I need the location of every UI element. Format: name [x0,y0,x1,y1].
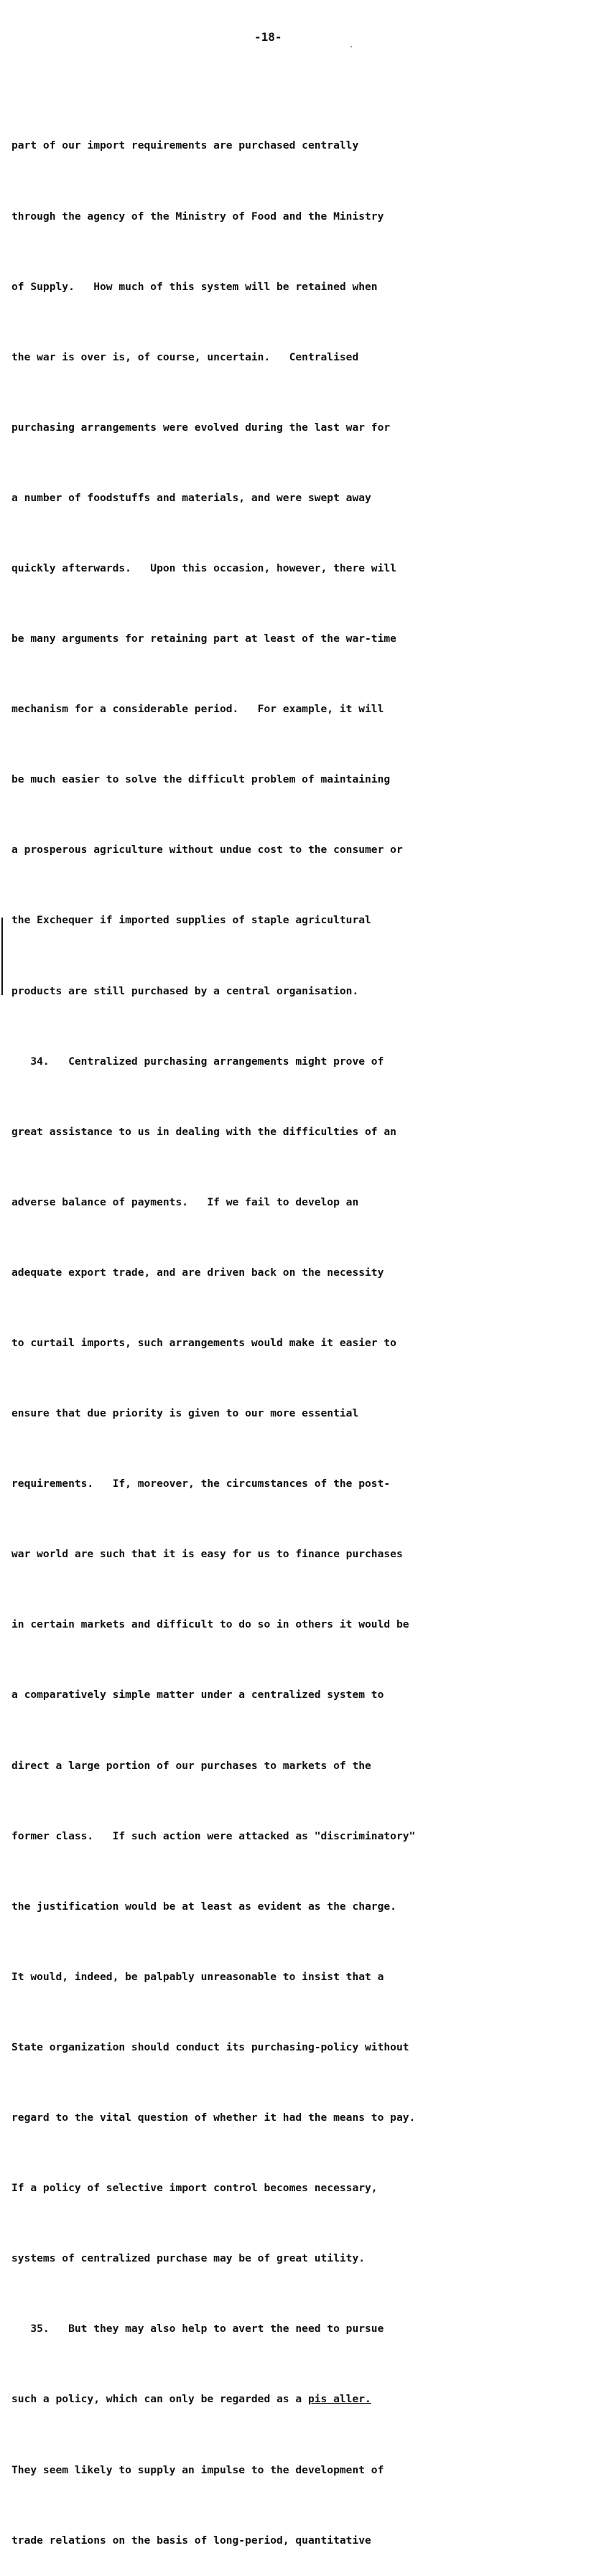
text-line: war world are such that it is easy for us to finance purchases [11,1548,403,1561]
paragraph-34-start: 34. Centralized purchasing arrangements might prove of [11,1055,384,1068]
scan-speck [350,46,352,47]
text-line: adequate export trade, and are driven back on the necessity [11,1266,384,1279]
paragraph-35-start: 35. But they may also help to avert the need to pursue [11,2323,384,2335]
text-line [11,2388,600,2412]
text-line: They seem likely to supply an impulse to the development of [11,2463,384,2476]
text-line: State organization should conduct its purchasing-policy without [11,2040,409,2053]
text-line: part of our import requirements are purchased centrally [11,139,359,152]
text-line: trade relations on the basis of long-period, quantitative [11,2534,371,2547]
text-line: of Supply. How much of this system will be retained when [11,280,378,293]
text-line: ensure that due priority is given to our more essential [11,1407,359,1420]
text-line: direct a large portion of our purchases to markets of the [11,1759,371,1772]
text-line: products are still purchased by a central organisation. [11,984,359,997]
page-number: -18- [254,30,282,44]
document-body [11,88,600,2576]
text-line: It would, indeed, be palpably unreasonable to insist that a [11,1970,384,1983]
text-line: the Exchequer if imported supplies of staple agricultural [11,914,371,927]
text-line: If a policy of selective import control becomes necessary, [11,2182,378,2195]
text-line: purchasing arrangements were evolved during the last war for [11,421,391,434]
text-line: a comparatively simple matter under a centralized system to [11,1689,384,1702]
margin-rule [1,918,3,995]
text-line: adverse balance of payments. If we fail to develop an [11,1195,359,1208]
text-line: requirements. If, moreover, the circumstances of the post- [11,1478,391,1490]
text-line: quickly afterwards. Upon this occasion, however, there will [11,561,396,574]
text-line: systems of centralized purchase may be of great utility. [11,2252,366,2265]
text-line: through the agency of the Ministry of Food and the Ministry [11,210,384,223]
text-line: great assistance to us in dealing with the difficulties of an [11,1125,396,1138]
text-line: regard to the vital question of whether it had the means to pay. [11,2111,416,2124]
text-line: to curtail imports, such arrangements would make it easier to [11,1337,396,1349]
text-line: be many arguments for retaining part at least of the war-time [11,633,396,645]
text-line: be much easier to solve the difficult problem of maintaining [11,773,391,786]
text-line: a prosperous agriculture without undue cost to the consumer or [11,844,403,857]
text-line-segment: such a policy, which can only be regarded as a [11,2393,308,2406]
text-line: in certain markets and difficult to do so in others it would be [11,1618,409,1631]
text-line: the war is over is, of course, uncertain. Centralised [11,350,359,363]
text-line: mechanism for a considerable period. For example, it will [11,703,384,716]
text-line: former class. If such action were attacked as "discriminatory" [11,1829,416,1842]
text-line: a number of foodstuffs and materials, and were swept away [11,491,371,504]
underlined-phrase: pis aller. [307,2393,371,2406]
text-line: the justification would be at least as evident as the charge. [11,1900,396,1913]
